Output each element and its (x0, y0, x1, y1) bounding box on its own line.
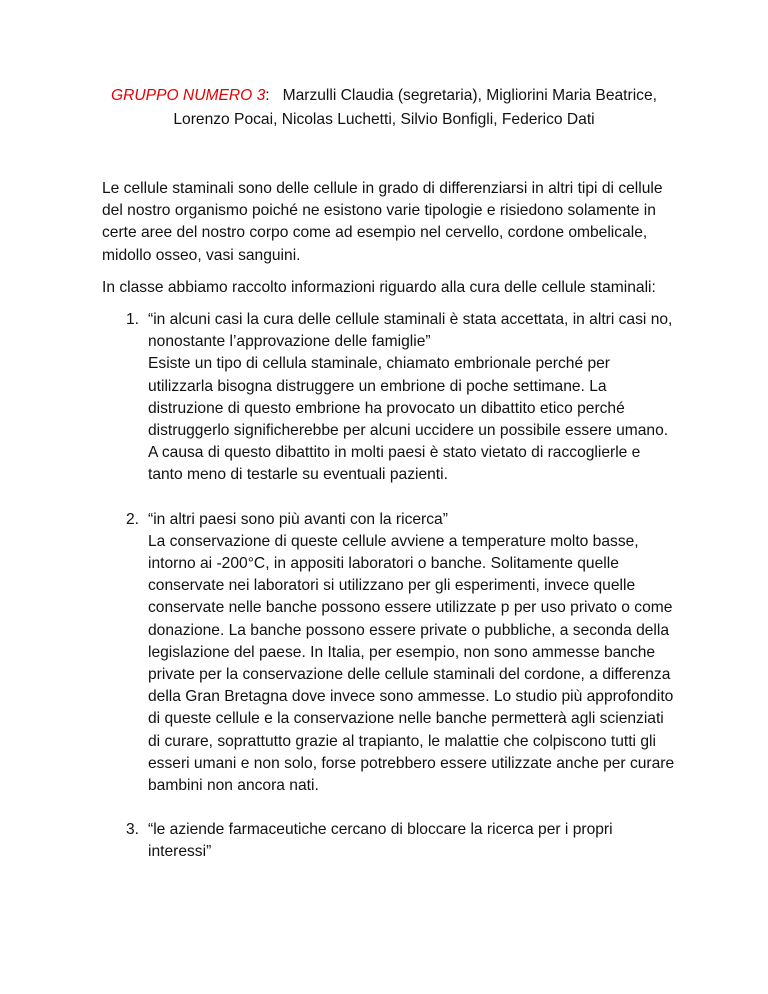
list-item (102, 309, 677, 487)
header-line-1 (60, 84, 708, 108)
list-item-quote: “in alcuni casi la cura delle cellule staminali è stata accettata, in altri casi no, nonostante l’approvazione delle famiglie” (148, 311, 673, 351)
list-item-quote: “in altri paesi sono più avanti con la ricerca” (148, 510, 448, 528)
group-label: GRUPPO NUMERO 3 (111, 87, 266, 104)
intro-paragraph: Le cellule staminali sono delle cellule in grado di differenziarsi in altri tipi di cellule del nostro organismo poiché ne esistono varie tipologie e risiedono solamente in certe aree del nostro corpo come ad esempio nel cervello, cordone ombelicale, midollo osseo, vasi sanguini. (102, 180, 663, 264)
list-item (102, 509, 677, 798)
group-label-colon: : (265, 87, 270, 104)
points-list (102, 309, 677, 864)
list-item-number: 3. (126, 821, 140, 839)
list-item (102, 819, 677, 863)
members-line-1: Marzulli Claudia (segretaria), Migliorini Maria Beatrice, (282, 87, 657, 104)
list-item-number: 1. (126, 311, 140, 329)
list-item-quote: “le aziende farmaceutiche cercano di bloccare la ricerca per i propri interessi” (148, 821, 613, 861)
document-body (102, 178, 677, 886)
document-header (60, 84, 708, 132)
members-line-2: Lorenzo Pocai, Nicolas Luchetti, Silvio Bonfigli, Federico Dati (173, 111, 595, 128)
list-item-text: Esiste un tipo di cellula staminale, chiamato embrionale perché per utilizzarla bisogna distruggere un embrione di poche settimane. La distruzione di questo embrione ha provocato un dibattito etico perché distruggerlo significherebbe per alcuni uccidere un possibile essere umano. A causa di questo dibattito in molti paesi è stato vietato di raccoglierle e tanto meno di testarle su eventuali pazienti. (148, 355, 669, 484)
list-item-text: La conservazione di queste cellule avviene a temperature molto basse, intorno ai -200°C, in appositi laboratori o banche. Solitamente quelle conservate nei laboratori si utilizzano per gli esperimenti, invece quelle conservate nelle banche possono essere utilizzate p per uso privato o come donazione. La banche possono essere private o pubbliche, a seconda della legislazione del paese. In Italia, per esempio, non sono ammesse banche private per la conservazione delle cellule staminali del cordone, a differenza della Gran Bretagna dove invece sono ammesse. Lo studio più approfondito di queste cellule e la conservazione nelle banche permetterà agli scienziati di curare, soprattutto grazie al trapianto, le malattie che colpiscono tutti gli esseri umani e non solo, forse potrebbero essere utilizzate anche per curare bambini non ancora nati. (148, 532, 675, 795)
class-intro-paragraph: In classe abbiamo raccolto informazioni riguardo alla cura delle cellule staminali: (102, 278, 656, 296)
list-item-number: 2. (126, 510, 140, 528)
